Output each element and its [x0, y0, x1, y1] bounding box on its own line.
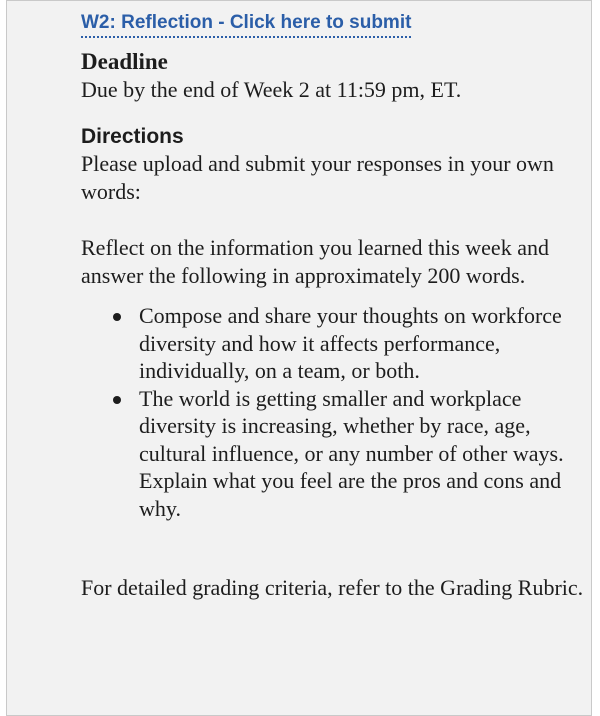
bullet-icon — [113, 313, 121, 321]
list-item — [139, 302, 591, 385]
list-item — [139, 385, 591, 523]
assignment-content — [81, 11, 591, 602]
directions-bullet-list — [81, 302, 591, 522]
bullet-icon — [113, 396, 121, 404]
deadline-heading: Deadline — [81, 49, 168, 74]
bullet-text: Compose and share your thoughts on workforce diversity and how it affects performance, individually, on a team, or both. — [139, 303, 562, 383]
assignment-panel — [6, 0, 592, 716]
directions-intro: Please upload and submit your responses in your own words: — [81, 151, 554, 204]
grading-note: For detailed grading criteria, refer to the Grading Rubric. — [81, 575, 584, 600]
directions-reflect: Reflect on the information you learned this week and answer the following in approximately 200 words. — [81, 235, 549, 288]
directions-heading: Directions — [81, 125, 184, 148]
bullet-text: The world is getting smaller and workplace diversity is increasing, whether by race, age, cultural influence, or any number of other ways. Explain what you feel are the pros and cons and why. — [139, 385, 564, 521]
deadline-text: Due by the end of Week 2 at 11:59 pm, ET. — [81, 77, 462, 102]
submit-assignment-link[interactable]: W2: Reflection - Click here to submit — [81, 11, 411, 38]
